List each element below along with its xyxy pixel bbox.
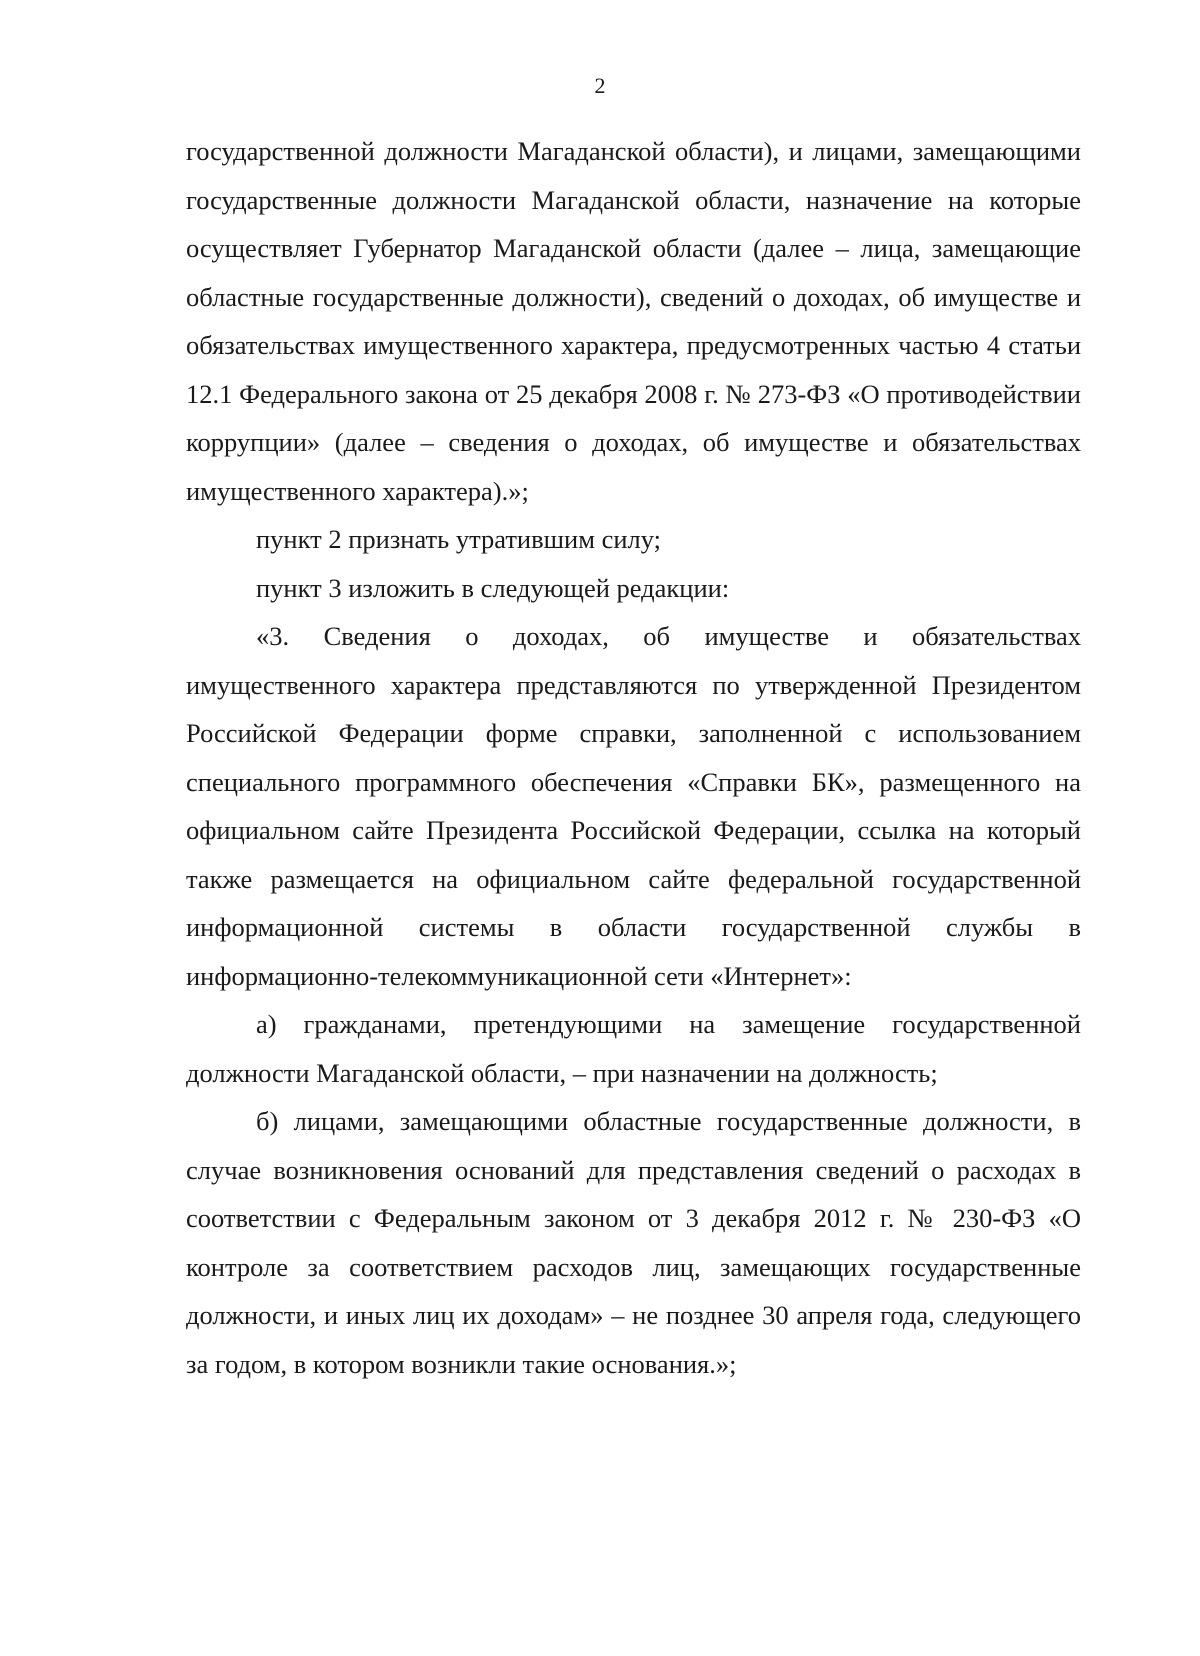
page-number: 2 [594, 73, 606, 98]
paragraph-item-3: пункт 3 изложить в следующей редакции: [256, 572, 730, 603]
document-body [186, 127, 1081, 1388]
paragraph-subitem-a: а) гражданами, претендующими на замещение государственной должности Магаданской области, – при назначении на должность; [186, 1009, 1081, 1088]
paragraph-subitem-b: б) лицами, замещающими областные государственные должности, в случае возникновения оснований для представления сведений о расходах в соответствии с Федеральным законом от 3 декабря 2012 г. № 230-ФЗ «О контроле за соответствием расходов лиц, замещающих государственные должности, и иных лиц их доходам» – не позднее 30 апреля года, следующего за годом, в котором возникли такие основания.»; [186, 1106, 1081, 1379]
paragraph-continuation: государственной должности Магаданской области), и лицами, замещающими государственные должности Магаданской области, назначение на которые осуществляет Губернатор Магаданской области (далее – лица, замещающие областные государственные должности), сведений о доходах, об имуществе и обязательствах имущественного характера, предусмотренных частью 4 статьи 12.1 Федерального закона от 25 декабря 2008 г. № 273-ФЗ «О противодействии коррупции» (далее – сведения о доходах, об имуществе и обязательствах имущественного характера).»; [186, 136, 1081, 506]
paragraph-item-2: пункт 2 признать утратившим силу; [256, 524, 662, 554]
paragraph-item-3-text: «3. Сведения о доходах, об имуществе и обязательствах имущественного характера представляются по утвержденной Президентом Российской Федерации форме справки, заполненной с использованием специального программного обеспечения «Справки БК», размещенного на официальном сайте Президента Российской Федерации, ссылка на который также размещается на официальном сайте федеральной государственной информационной системы в области государственной службы в информационно-телекоммуникационной сети «Интернет»: [186, 621, 1081, 991]
